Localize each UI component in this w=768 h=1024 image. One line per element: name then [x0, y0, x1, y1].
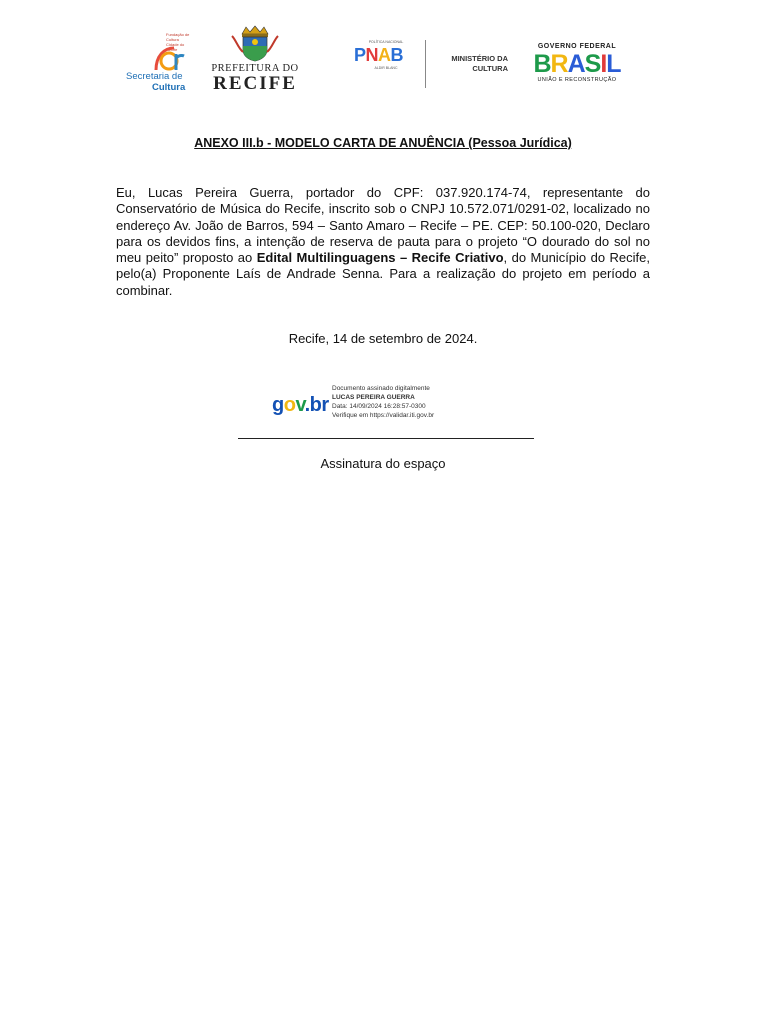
brasil-wordmark [522, 51, 632, 77]
prefeitura-recife-logo [204, 24, 306, 98]
brasil-letter: L [606, 50, 621, 78]
cultura-label: Cultura [152, 82, 186, 93]
pnab-letter: A [378, 45, 391, 65]
signer-name: LUCAS PEREIRA GUERRA [332, 394, 415, 401]
logo-divider [425, 40, 426, 88]
govbr-letter: o [283, 394, 296, 416]
declaration-paragraph [116, 185, 650, 299]
govbr-letter: v [295, 394, 305, 416]
document-title: ANEXO III.b - MODELO CARTA DE ANUÊNCIA (Pessoa Jurídica) [194, 136, 572, 150]
signature-line [238, 438, 534, 439]
pnab-letter: B [390, 45, 404, 65]
ministerio-cultura-label: CULTURA [472, 64, 508, 73]
secretaria-cultura-logo [126, 32, 192, 96]
brasil-letter: A [567, 50, 585, 78]
brasil-letter: S [584, 50, 601, 78]
recife-label: RECIFE [213, 73, 297, 94]
pnab-logo [354, 40, 418, 80]
governo-federal-label: GOVERNO FEDERAL [537, 43, 617, 50]
prefeitura-label: PREFEITURA DO [211, 63, 299, 74]
signature-date: Data: 14/09/2024 16:28:57-0300 [332, 403, 426, 410]
pnab-top-label: POLÍTICA NACIONAL [368, 40, 404, 44]
pnab-letter: N [365, 45, 379, 65]
digital-signature-stamp [272, 384, 472, 428]
signature-caption: Assinatura do espaço [320, 456, 446, 471]
govbr-letter: r [321, 394, 329, 416]
uniao-reconstrucao-label: UNIÃO E RECONSTRUÇÃO [537, 77, 617, 83]
brasil-letter: R [550, 50, 568, 78]
paragraph-part-1: Eu, Lucas Pereira Guerra, portador do CPF: 037.920.174-74, representante do Conservatório de Música do Recife, inscrito sob o CNPJ 10.572.071/0291-02, localizado no endereço Av. João de Barros, 594 – Santo Amaro – Recife – PE. CEP: 50.100-020, Declaro para os devidos fins, a intenção de reserva de pauta para o projeto “O dourado do sol no meu peito” proposto ao [116, 185, 650, 266]
fundacao-cultura-label: Fundação de Cultura Cidade do Recife [166, 32, 190, 52]
ministerio-cultura-logo [436, 54, 508, 74]
govbr-letter: g [272, 394, 284, 416]
govbr-logo [272, 394, 329, 417]
brasil-letter: B [533, 50, 551, 78]
governo-federal-logo [522, 42, 632, 92]
signature-info [332, 384, 434, 420]
pnab-letter: P [354, 45, 366, 65]
document-date: Recife, 14 de setembro de 2024. [288, 331, 478, 346]
fcr-emblem-icon [152, 44, 186, 74]
govbr-letter: . [304, 394, 310, 416]
ministerio-label: MINISTÉRIO DA [451, 54, 508, 63]
header-logos [0, 22, 768, 102]
brasil-letter: I [600, 50, 607, 78]
signature-verify: Verifique em https://validar.iti.gov.br [332, 412, 435, 419]
secretaria-label: Secretaria de [126, 71, 183, 82]
edital-name: Edital Multilinguagens – Recife Criativo [256, 250, 504, 266]
paragraph-part-2: , do Município do Recife, pelo(a) Proponente Laís de Andrade Senna. Para a realização do projeto em período a combinar. [116, 250, 650, 298]
pnab-bottom-label: ALDIR BLANC [374, 66, 398, 70]
recife-coat-of-arms-icon [228, 24, 282, 62]
pnab-word [354, 44, 418, 66]
signature-line-1: Documento assinado digitalmente [332, 385, 430, 392]
govbr-letter: b [309, 394, 322, 416]
